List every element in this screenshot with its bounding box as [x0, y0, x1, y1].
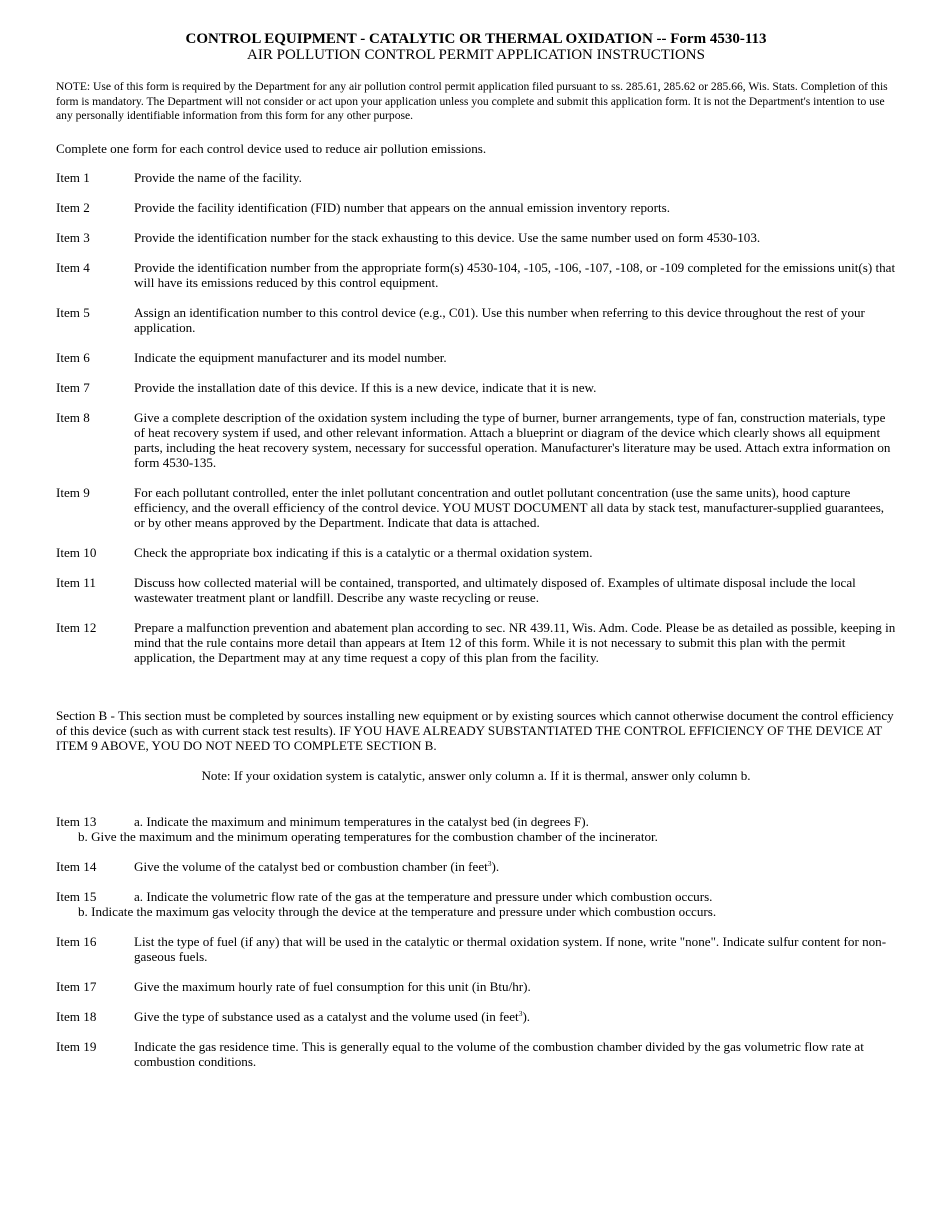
item-text: Provide the facility identification (FID) number that appears on the annual emission inventory reports. — [134, 199, 670, 215]
item-7 — [56, 380, 896, 395]
item-label: Item 10 — [56, 544, 97, 560]
item-text: Provide the identification number from the appropriate form(s) 4530-104, -105, -106, -107, -108, or -109 completed for the emissions unit(s) that will have its emissions reduced by this control equipment. — [134, 259, 896, 290]
privacy-note: NOTE: Use of this form is required by the Department for any air pollution control permit application filed pursuant to ss. 285.61, 285.62 or 285.66, Wis. Stats. Completion of this form is mandatory. The Department will not consider or act upon your application unless you complete and submit this application form. It is not the Department's intention to use any personally identifiable information from this form for any other purpose. — [56, 80, 888, 123]
item-text: Assign an identification number to this control device (e.g., C01). Use this number when referring to this device throughout the rest of your application. — [134, 304, 865, 335]
item-label: Item 7 — [56, 379, 90, 395]
item-text: Discuss how collected material will be contained, transported, and ultimately disposed of. Examples of ultimate disposal include the local wastewater treatment plant or landfill. Describe any waste recycling or reuse. — [134, 574, 856, 605]
item-label: Item 12 — [56, 619, 97, 635]
item-label: Item 3 — [56, 229, 90, 245]
item-text: Provide the name of the facility. — [134, 169, 302, 185]
item-16 — [56, 934, 896, 964]
item-17 — [56, 979, 896, 994]
item-4 — [56, 260, 896, 290]
item-label: Item 6 — [56, 349, 90, 365]
column-note: Note: If your oxidation system is catalytic, answer only column a. If it is thermal, answer only column b. — [201, 767, 751, 783]
item-13 — [56, 814, 896, 844]
item-label: Item 9 — [56, 484, 90, 500]
item-text: Prepare a malfunction prevention and abatement plan according to sec. NR 439.11, Wis. Adm. Code. Please be as detailed as possible, keeping in mind that the rule contains more detail than appears at Item 12 of this form. While it is not necessary to submit this plan with the permit application, the Department may at any time request a copy of this plan from the facility. — [134, 619, 896, 665]
item-text: List the type of fuel (if any) that will be used in the catalytic or thermal oxidation system. If none, write "none". Indicate sulfur content for non-gaseous fuels. — [134, 933, 887, 964]
item-text: Indicate the gas residence time. This is generally equal to the volume of the combustion chamber divided by the gas volumetric flow rate at combustion conditions. — [134, 1038, 864, 1069]
item-text-b: b. Give the maximum and the minimum operating temperatures for the combustion chamber of the incinerator. — [78, 828, 658, 844]
item-text: Indicate the equipment manufacturer and its model number. — [134, 349, 447, 365]
cubic-superscript: 3 — [518, 1008, 523, 1018]
item-6 — [56, 350, 896, 365]
item-12 — [56, 620, 896, 665]
item-label: Item 18 — [56, 1008, 97, 1024]
item-text-tail: ). — [522, 1008, 531, 1024]
item-label: Item 4 — [56, 259, 90, 275]
intro-text: Complete one form for each control device used to reduce air pollution emissions. — [56, 140, 487, 156]
item-label: Item 14 — [56, 858, 97, 874]
item-10 — [56, 545, 896, 560]
item-text: Give the maximum hourly rate of fuel consumption for this unit (in Btu/hr). — [134, 978, 531, 994]
item-text: Give a complete description of the oxidation system including the type of burner, burner arrangements, type of fan, construction materials, type of heat recovery system if used, and other relevant information. Attach a blueprint or diagram of the device which clearly shows all equipment parts, including the heat recovery system, necessary for successful operation. Manufacturer's literature may be used. Attach extra information on form 4530-135. — [134, 409, 891, 470]
item-text-main: Give the type of substance used as a catalyst and the volume used (in feet — [134, 1008, 519, 1024]
item-18 — [56, 1009, 896, 1024]
item-label: Item 11 — [56, 574, 96, 590]
form-subtitle: AIR POLLUTION CONTROL PERMIT APPLICATION INSTRUCTIONS — [247, 47, 705, 63]
section-b-items — [56, 814, 896, 1069]
section-a-items — [56, 170, 896, 665]
item-11 — [56, 575, 896, 605]
section-b-intro: Section B - This section must be completed by sources installing new equipment or by existing sources which cannot otherwise document the control efficiency of this device (such as with current stack test results). IF YOU HAVE ALREADY SUBSTANTIATED THE CONTROL EFFICIENCY OF THE DEVICE AT ITEM 9 ABOVE, YOU DO NOT NEED TO COMPLETE SECTION B. — [56, 707, 894, 753]
instructions-page — [56, 31, 896, 1069]
cubic-superscript: 3 — [487, 858, 492, 868]
item-label: Item 13 — [56, 813, 97, 829]
item-label: Item 8 — [56, 409, 90, 425]
item-label: Item 5 — [56, 304, 90, 320]
item-8 — [56, 410, 896, 470]
item-label: Item 2 — [56, 199, 90, 215]
item-2 — [56, 200, 896, 215]
item-15 — [56, 889, 896, 919]
item-label: Item 16 — [56, 933, 97, 949]
item-text: Check the appropriate box indicating if this is a catalytic or a thermal oxidation system. — [134, 544, 593, 560]
item-9 — [56, 485, 896, 530]
item-19 — [56, 1039, 896, 1069]
item-text-tail: ). — [491, 858, 500, 874]
item-text: Provide the identification number for the stack exhausting to this device. Use the same number used on form 4530-103. — [134, 229, 761, 245]
item-text-main: Give the volume of the catalyst bed or combustion chamber (in feet — [134, 858, 488, 874]
item-label: Item 15 — [56, 888, 97, 904]
item-label: Item 17 — [56, 978, 97, 994]
item-label: Item 1 — [56, 169, 90, 185]
item-text — [134, 1009, 896, 1024]
item-text: For each pollutant controlled, enter the inlet pollutant concentration and outlet pollutant concentration (use the same units), hood capture efficiency, and the overall efficiency of the control device. YOU MUST DOCUMENT all data by stack test, manufacturer-supplied guarantees, or by other means approved by the Department. Indicate that data is attached. — [134, 484, 885, 530]
item-text-a: a. Indicate the volumetric flow rate of the gas at the temperature and pressure under which combustion occurs. — [134, 888, 713, 904]
item-text-a: a. Indicate the maximum and minimum temperatures in the catalyst bed (in degrees F). — [134, 813, 589, 829]
item-14 — [56, 859, 896, 874]
item-text-b: b. Indicate the maximum gas velocity through the device at the temperature and pressure under which combustion occurs. — [78, 903, 717, 919]
item-1 — [56, 170, 896, 185]
item-3 — [56, 230, 896, 245]
item-text: Provide the installation date of this device. If this is a new device, indicate that it is new. — [134, 379, 597, 395]
item-5 — [56, 305, 896, 335]
form-title: CONTROL EQUIPMENT - CATALYTIC OR THERMAL OXIDATION -- Form 4530-113 — [185, 31, 767, 47]
item-label: Item 19 — [56, 1038, 97, 1054]
item-text — [134, 859, 896, 874]
